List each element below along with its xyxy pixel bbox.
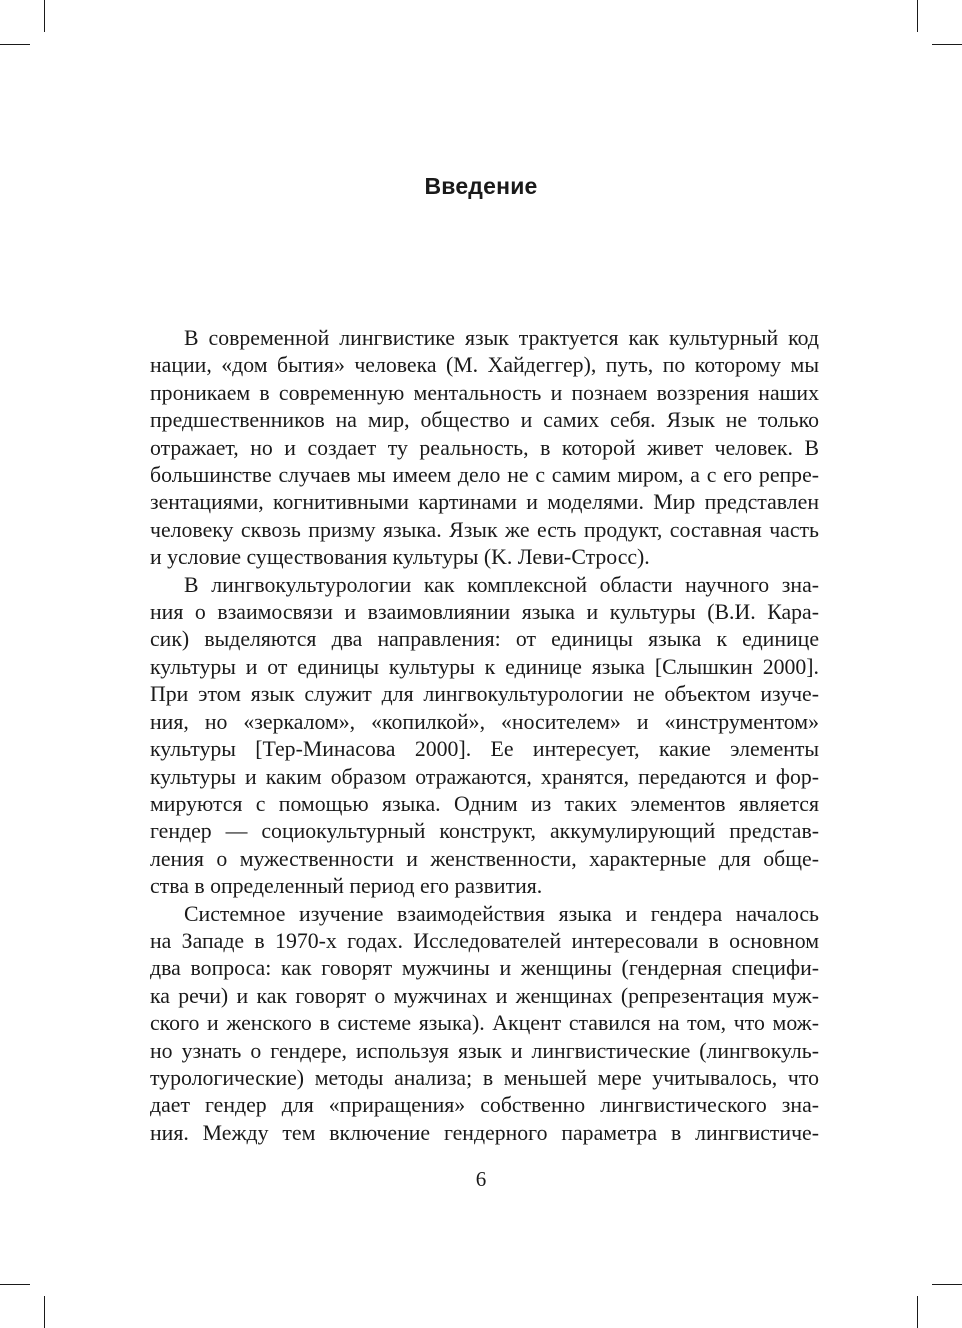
text-line: нации, «дом бытия» человека (М. Хайдеггер), путь, по которому мы	[150, 353, 819, 378]
body-text	[150, 325, 819, 1147]
crop-mark-top-right-horizontal	[932, 44, 962, 45]
crop-mark-top-left-vertical	[44, 0, 45, 32]
crop-mark-top-right-vertical	[917, 0, 918, 32]
text-line: сик) выделяются два направления: от единицы языка к единице	[150, 627, 819, 652]
text-line: зентациями, когнитивными картинами и моделями. Мир представлен	[150, 490, 819, 515]
crop-mark-bottom-left-vertical	[44, 1296, 45, 1328]
paragraph	[150, 572, 819, 901]
crop-mark-top-left-horizontal	[0, 44, 30, 45]
text-line: ского и женского в системе языка). Акцент ставился на том, что мож-	[150, 1011, 819, 1036]
text-line: ния, но «зеркалом», «копилкой», «носителем» и «инструментом»	[150, 709, 819, 734]
paragraph	[150, 325, 819, 572]
crop-mark-bottom-left-horizontal	[0, 1284, 30, 1285]
text-line: предшественников на мир, общество и самих себя. Язык не только	[150, 408, 819, 433]
crop-mark-bottom-right-vertical	[917, 1296, 918, 1328]
text-line: и условие существования культуры (K. Леви-Стросс).	[150, 545, 650, 570]
text-line: два вопроса: как говорят мужчины и женщины (гендерная специфи-	[150, 956, 819, 981]
text-line: культуры и от единицы культуры к единице языка [Слышкин 2000].	[150, 654, 819, 679]
text-line: человеку сквозь призму языка. Язык же есть продукт, составная часть	[150, 517, 819, 542]
text-line: гендер — социокультурный конструкт, аккумулирующий представ-	[150, 819, 819, 844]
paragraph	[150, 901, 819, 1148]
text-line: культуры [Тер-Минасова 2000]. Ее интересует, какие элементы	[150, 737, 819, 762]
text-line: ния о взаимосвязи и взаимовлиянии языка и культуры (В.И. Кара-	[150, 600, 819, 625]
text-line: проникаем в современную ментальность и познаем воззрения наших	[150, 380, 819, 405]
text-line: но узнать о гендере, используя язык и лингвистические (лингвокуль-	[150, 1038, 819, 1063]
text-line: В лингвокультурологии как комплексной области научного зна-	[184, 572, 819, 597]
text-line: ства в определенный период его развития.	[150, 874, 543, 899]
text-line: дает гендер для «приращения» собственно лингвистического зна-	[150, 1093, 819, 1118]
page-number: 6	[475, 1167, 487, 1191]
text-line: В современной лингвистике язык трактуется как культурный код	[184, 326, 819, 350]
text-line: ления о мужественности и женственности, характерные для обще-	[150, 846, 819, 871]
text-line: на Западе в 1970-х годах. Исследователей интересовали в основном	[150, 928, 819, 953]
text-line: При этом язык служит для лингвокультурологии не объектом изуче-	[150, 682, 819, 707]
text-line: ка речи) и как говорят о мужчинах и женщинах (репрезентация муж-	[150, 983, 819, 1008]
text-line: мируются с помощью языка. Одним из таких элементов является	[150, 791, 819, 816]
text-line: культуры и каким образом отражаются, хранятся, передаются и фор-	[150, 764, 819, 789]
text-line: турологические) методы анализа; в меньшей мере учитывалось, что	[150, 1065, 819, 1090]
text-line: отражает, но и создает ту реальность, в которой живет человек. В	[150, 435, 819, 460]
text-line: Системное изучение взаимодействия языка и гендера началось	[184, 901, 819, 926]
text-line: ния. Между тем включение гендерного параметра в лингвистиче-	[150, 1120, 819, 1145]
crop-mark-bottom-right-horizontal	[932, 1284, 962, 1285]
chapter-title: Введение	[424, 173, 538, 200]
text-line: большинстве случаев мы имеем дело не с самим миром, а с его репре-	[150, 463, 819, 488]
